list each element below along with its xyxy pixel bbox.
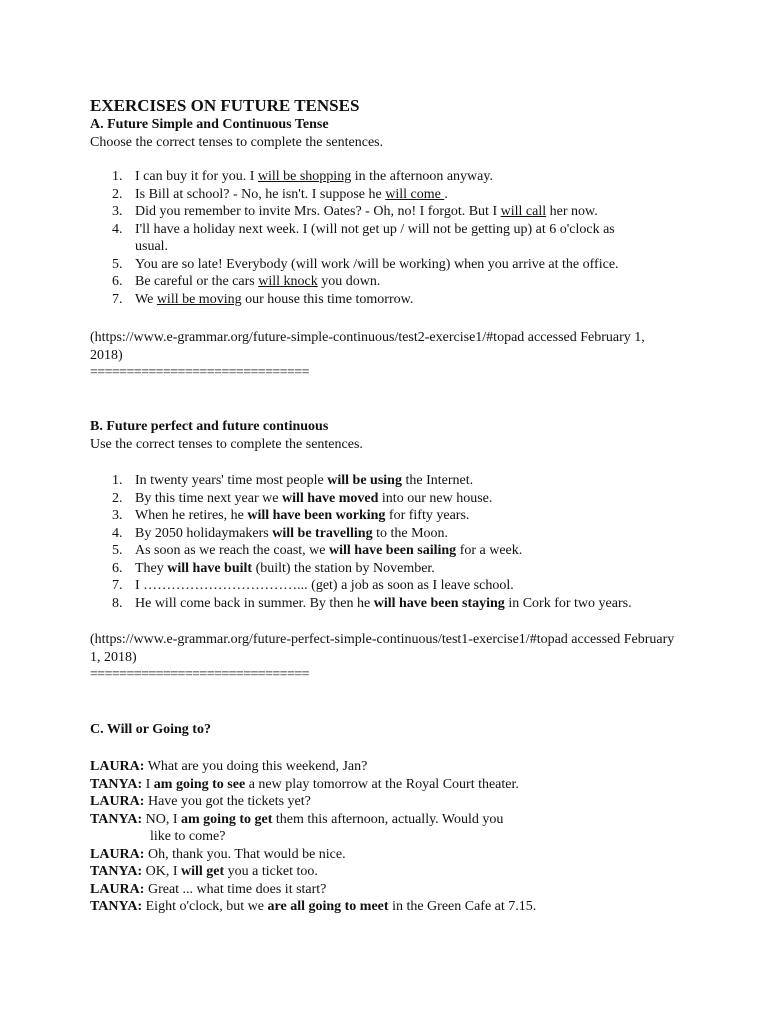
section-b-list: [90, 472, 680, 612]
section-b-instruction: Use the correct tenses to complete the sentences.: [90, 436, 363, 452]
divider: ==============================: [90, 667, 309, 682]
dialogue-line: like to come?: [150, 829, 226, 844]
list-item: 1. In twenty years' time most people will be using the Internet.: [112, 473, 474, 488]
source-citation: (https://www.e-grammar.org/future-perfect-simple-continuous/test1-exercise1/#topad accessed February 1, 2018): [90, 632, 675, 665]
dialogue-line: LAURA: Oh, thank you. That would be nice.: [90, 846, 346, 862]
section-a-heading: A. Future Simple and Continuous Tense: [90, 117, 329, 132]
dialogue-line: TANYA: OK, I will get you a ticket too.: [90, 864, 318, 879]
list-item: 1. I can buy it for you. I will be shopping in the afternoon anyway.: [112, 169, 493, 184]
dialogue-line: LAURA: What are you doing this weekend, Jan?: [90, 759, 368, 774]
section-a-source: [90, 329, 660, 382]
section-a-list: [90, 168, 680, 308]
source-citation: (https://www.e-grammar.org/future-simple-continuous/test2-exercise1/#topad accessed February 1, 2018): [90, 330, 645, 363]
dialogue-line: LAURA: Have you got the tickets yet?: [90, 794, 311, 809]
dialogue-line: LAURA: Great ... what time does it start?: [90, 881, 327, 897]
section-c-heading: C. Will or Going to?: [90, 722, 211, 737]
list-item: 4. By 2050 holidaymakers will be travelling to the Moon.: [112, 525, 449, 541]
section-a: [90, 116, 680, 151]
list-item: 5. You are so late! Everybody (will work /will be working) when you arrive at the office.: [112, 256, 619, 272]
list-item: 7. We will be moving our house this time tomorrow.: [112, 291, 414, 307]
list-item: 3. When he retires, he will have been working for fifty years.: [112, 508, 470, 523]
list-item: 5. As soon as we reach the coast, we will have been sailing for a week.: [112, 543, 523, 558]
section-b: [90, 418, 680, 453]
list-item: 6. Be careful or the cars will knock you down.: [112, 274, 381, 289]
divider: ==============================: [90, 365, 309, 380]
list-item: 7. I ……………………………... (get) a job as soon as I leave school.: [112, 578, 514, 593]
section-c: [90, 721, 680, 739]
dialogue-line: TANYA: I am going to see a new play tomorrow at the Royal Court theater.: [90, 776, 519, 792]
dialogue: [90, 758, 680, 916]
list-item: 2. By this time next year we will have moved into our new house.: [112, 490, 493, 506]
list-item: 4. I'll have a holiday next week. I (will not get up / will not be getting up) at 6 o'clock as usual.: [112, 221, 615, 254]
dialogue-line: TANYA: Eight o'clock, but we are all going to meet in the Green Cafe at 7.15.: [90, 899, 537, 914]
list-item: 6. They will have built (built) the station by November.: [112, 560, 435, 576]
section-b-heading: B. Future perfect and future continuous: [90, 419, 329, 434]
list-item: 8. He will come back in summer. By then he will have been staying in Cork for two years.: [112, 595, 632, 611]
list-item: 2. Is Bill at school? - No, he isn't. I suppose he will come .: [112, 186, 448, 202]
section-a-instruction: Choose the correct tenses to complete the sentences.: [90, 134, 384, 150]
list-item: 3. Did you remember to invite Mrs. Oates? - Oh, no! I forgot. But I will call her now.: [112, 204, 598, 219]
page-title: EXERCISES ON FUTURE TENSES: [90, 96, 360, 115]
section-b-source: [90, 631, 680, 684]
dialogue-line: TANYA: NO, I am going to get them this afternoon, actually. Would you: [90, 811, 504, 827]
title-block: [90, 96, 680, 116]
